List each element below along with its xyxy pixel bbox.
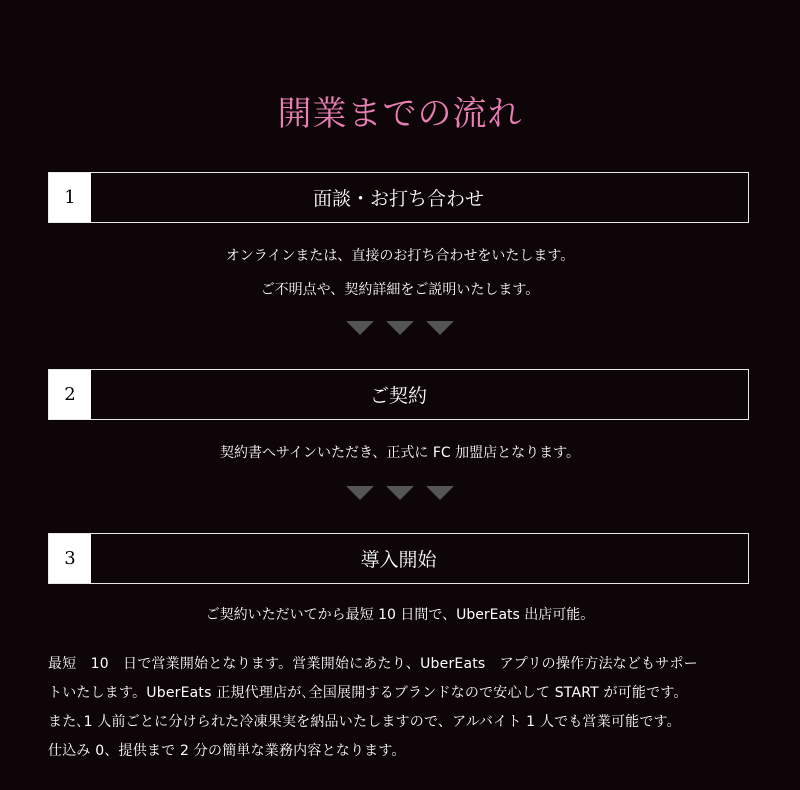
paragraph-line: 仕込み 0、提供まで 2 分の簡単な業務内容となります。: [48, 743, 406, 759]
detail-paragraph: [48, 650, 758, 766]
down-triangle-icon: [426, 486, 454, 500]
down-triangle-icon: [386, 486, 414, 500]
step-number: 1: [49, 173, 91, 222]
step-1-description: [0, 239, 800, 307]
step-title: ご契約: [369, 385, 427, 407]
step-3-description: [0, 598, 800, 632]
description-line: 契約書へサインいただき、正式に FC 加盟店となります。: [219, 445, 581, 461]
paragraph-line: また､1 人前ごとに分けられた冷凍果実を納品いたしますので、アルバイト 1 人でも営業可能です。: [48, 714, 681, 730]
down-arrows: [0, 321, 800, 335]
step-2-header: [48, 369, 749, 420]
paragraph-line: 最短 10 日で営業開始となります。営業開始にあたり、UberEats アプリの操作方法などもサポー: [48, 656, 698, 672]
description-line: ご不明点や、契約詳細をご説明いたします。: [260, 282, 540, 298]
down-triangle-icon: [386, 321, 414, 335]
page-title: 開業までの流れ: [277, 94, 523, 134]
down-arrows: [0, 486, 800, 500]
description-line: オンラインまたは、直接のお打ち合わせをいたします。: [225, 248, 575, 264]
step-title: 導入開始: [360, 549, 437, 571]
step-2-description: [0, 436, 800, 470]
step-number: 3: [49, 534, 91, 583]
step-1-header: [48, 172, 749, 223]
step-3-header: [48, 533, 749, 584]
step-title: 面談・お打ち合わせ: [312, 188, 484, 210]
step-number: 2: [49, 370, 91, 419]
down-triangle-icon: [346, 486, 374, 500]
down-triangle-icon: [426, 321, 454, 335]
down-triangle-icon: [346, 321, 374, 335]
paragraph-line: トいたします。UberEats 正規代理店が､全国展開するブランドなので安心して START が可能です。: [48, 685, 688, 701]
description-line: ご契約いただいてから最短 10 日間で、UberEats 出店可能。: [205, 607, 595, 623]
